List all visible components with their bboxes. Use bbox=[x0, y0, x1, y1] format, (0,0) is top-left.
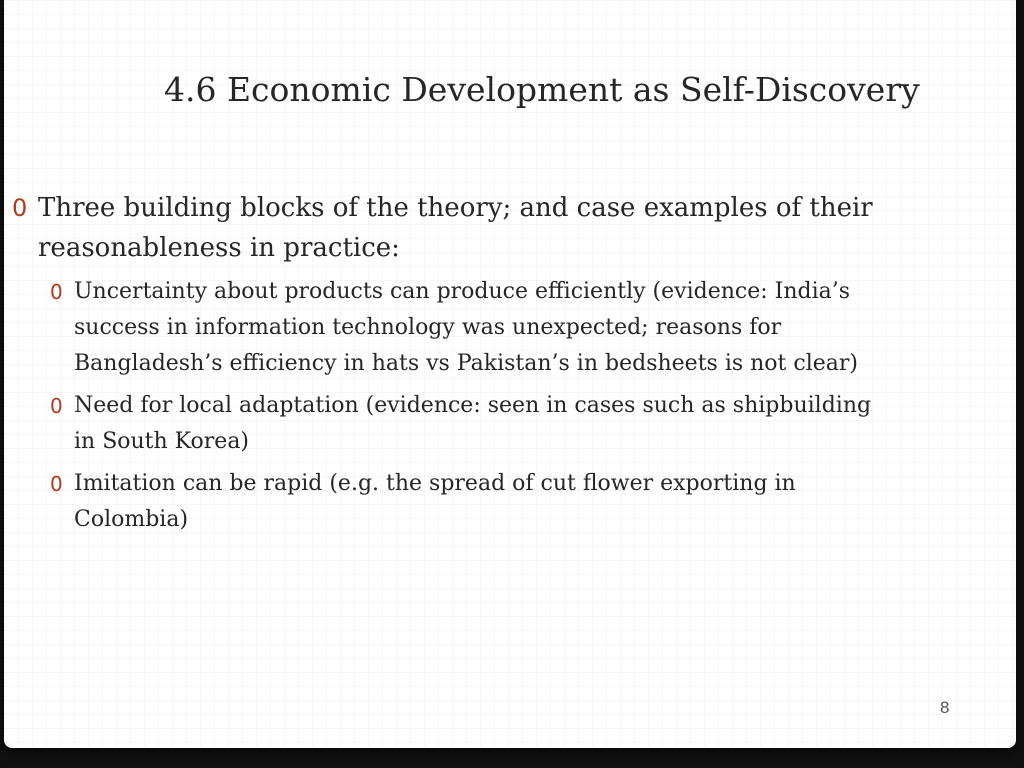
bullet-marker-icon: 0 bbox=[12, 194, 28, 222]
sub-bullet-marker-icon: 0 bbox=[50, 472, 63, 496]
slide bbox=[4, 0, 1016, 748]
bullet-text: Three building blocks of the theory; and case examples of their reasonableness in practice: bbox=[38, 193, 873, 263]
sub-bullet-text: Need for local adaptation (evidence: seen in cases such as shipbuilding in South Korea) bbox=[74, 393, 872, 454]
sub-bullet-item bbox=[38, 388, 886, 460]
bullet-item bbox=[4, 188, 898, 538]
sub-bullet-item bbox=[38, 466, 886, 538]
sub-bullet-text: Imitation can be rapid (e.g. the spread of cut flower exporting in Colombia) bbox=[74, 471, 796, 532]
sub-bullet-text: Uncertainty about products can produce efficiently (evidence: India’s success in information technology was unexpected; reasons for Bangladesh’s efficiency in hats vs Pakistan’s in bedsheets is not clear) bbox=[74, 279, 858, 376]
sub-bullet-item bbox=[38, 274, 886, 382]
sub-bullet-list bbox=[38, 274, 898, 538]
bullet-list bbox=[4, 188, 1004, 544]
slide-title: 4.6 Economic Development as Self-Discovery bbox=[164, 70, 920, 109]
sub-bullet-marker-icon: 0 bbox=[50, 394, 63, 418]
page-number: 8 bbox=[940, 698, 950, 717]
sub-bullet-marker-icon: 0 bbox=[50, 280, 63, 304]
